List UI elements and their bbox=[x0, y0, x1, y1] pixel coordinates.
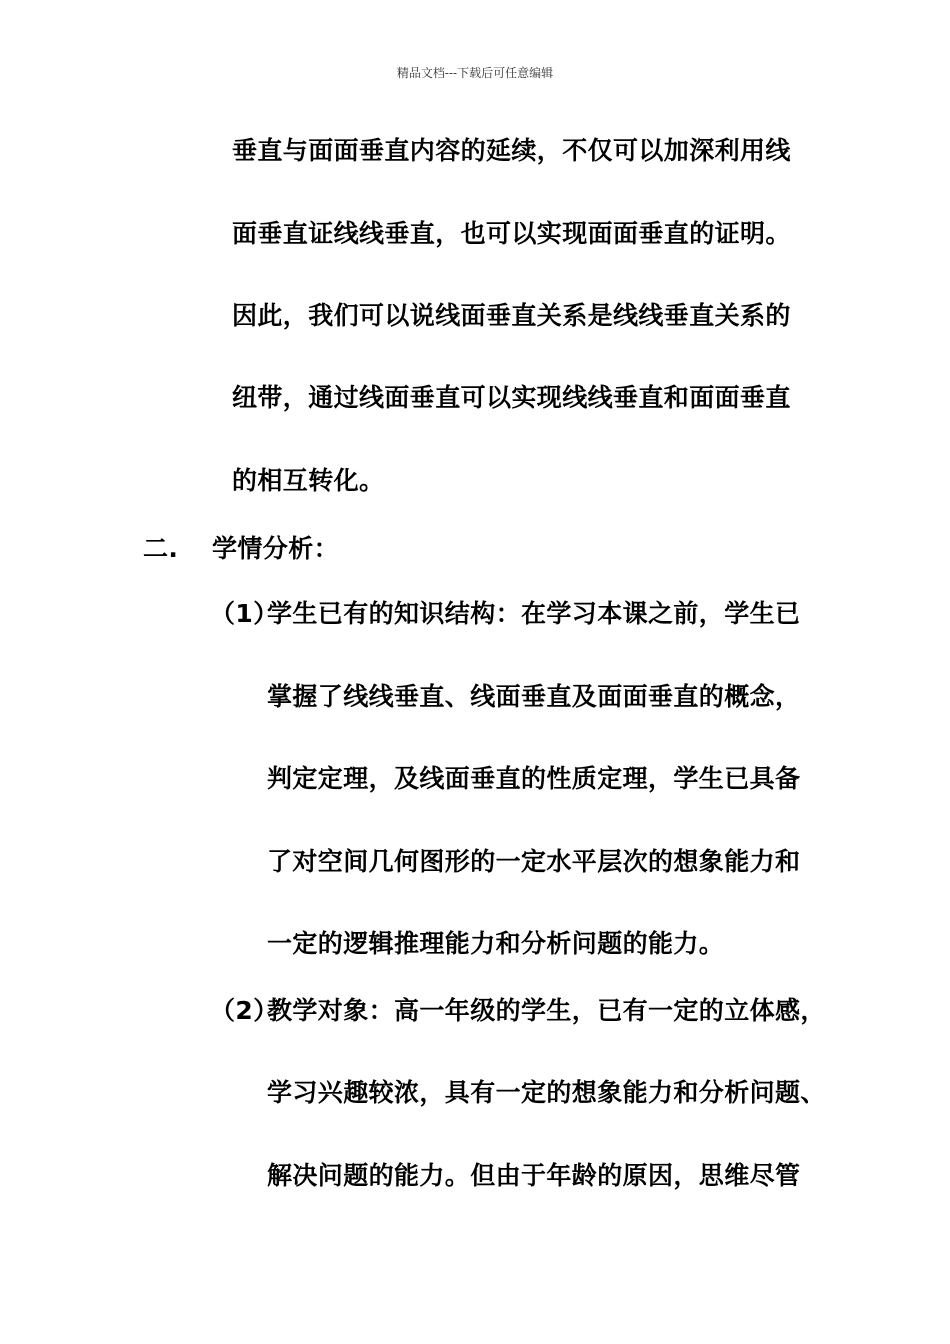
list-item-line: 解决问题的能力。但由于年龄的原因，思维尽管 bbox=[267, 1161, 801, 1190]
page-header: 精品文档---下载后可任意编辑 bbox=[396, 66, 554, 80]
list-item-marker: （2） bbox=[210, 996, 279, 1025]
paragraph-line: 因此，我们可以说线面垂直关系是线线垂直关系的 bbox=[232, 301, 791, 330]
list-item-line: 判定定理，及线面垂直的性质定理，学生已具备 bbox=[267, 764, 801, 793]
list-item-line: 学习兴趣较浓，具有一定的想象能力和分析问题、 bbox=[267, 1078, 826, 1107]
list-item-line: 了对空间几何图形的一定水平层次的想象能力和 bbox=[267, 847, 801, 876]
list-item-line: 学生已有的知识结构：在学习本课之前，学生已 bbox=[267, 599, 801, 628]
paragraph-line: 垂直与面面垂直内容的延续，不仅可以加深利用线 bbox=[232, 136, 791, 165]
list-item-line: 掌握了线线垂直、线面垂直及面面垂直的概念， bbox=[267, 682, 801, 711]
paragraph-line: 的相互转化。 bbox=[232, 466, 385, 495]
list-item-line: 一定的逻辑推理能力和分析问题的能力。 bbox=[267, 929, 725, 958]
list-item-marker: （1） bbox=[210, 599, 279, 628]
paragraph-line: 纽带，通过线面垂直可以实现线线垂直和面面垂直 bbox=[232, 383, 791, 412]
list-item-line: 教学对象：高一年级的学生，已有一定的立体感， bbox=[267, 996, 826, 1025]
paragraph-line: 面垂直证线线垂直，也可以实现面面垂直的证明。 bbox=[232, 219, 791, 248]
section-number: 二. bbox=[143, 534, 179, 563]
section-title: 学情分析： bbox=[212, 534, 340, 563]
